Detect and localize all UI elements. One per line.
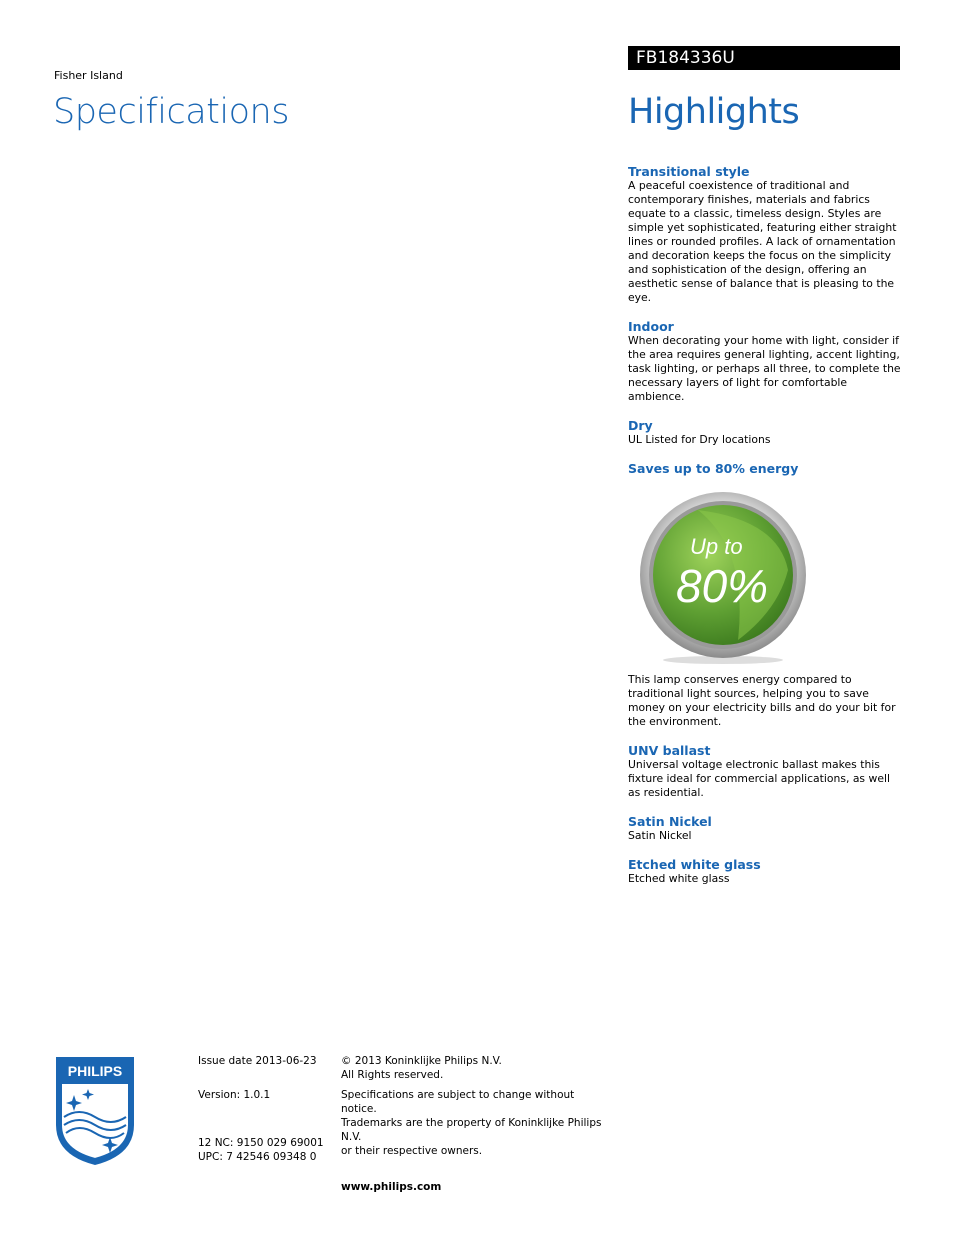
highlight-body: UL Listed for Dry locations xyxy=(628,433,771,446)
highlight-body: Universal voltage electronic ballast makes this fixture ideal for commercial applications, as well as residential. xyxy=(628,758,890,799)
copyright-line: © 2013 Koninklijke Philips N.V. xyxy=(341,1055,502,1067)
logo-text: PHILIPS xyxy=(67,1063,123,1079)
highlight-body: A peaceful coexistence of traditional and contemporary finishes, materials and fabrics equate to a classic, timeless design. Styles are simple yet sophisticated, featuring either straight lines or rounded profiles. A lack of ornamentation and decoration keeps the focus on the simplicity and sophistication of the design, offering an aesthetic sense of balance that is pleasing to the eye. xyxy=(628,179,897,304)
notice-line: or their respective owners. xyxy=(341,1145,483,1157)
highlight-indoor xyxy=(628,319,901,404)
highlight-heading: Indoor xyxy=(628,319,674,334)
footer-legal xyxy=(341,1054,611,1194)
highlight-heading: Saves up to 80% energy xyxy=(628,461,799,476)
philips-shield-logo-icon xyxy=(54,1055,136,1167)
badge-line1: Up to xyxy=(690,534,743,559)
highlight-body: When decorating your home with light, consider if the area requires general lighting, accent lighting, task lighting, or perhaps all three, to complete the necessary layers of light for comfortable ambience. xyxy=(628,334,901,403)
footer-issue-info xyxy=(198,1054,328,1164)
model-number-bar xyxy=(628,46,900,70)
highlight-etched-glass xyxy=(628,857,901,886)
badge-line2: 80% xyxy=(676,560,769,612)
highlight-heading: Satin Nickel xyxy=(628,814,712,829)
highlights-title: Highlights xyxy=(628,92,800,132)
highlights-list xyxy=(628,164,901,900)
notice-line: Specifications are subject to change without notice. xyxy=(341,1089,575,1115)
issue-date: Issue date 2013-06-23 xyxy=(198,1055,317,1067)
nc-number: 12 NC: 9150 029 69001 xyxy=(198,1137,324,1149)
highlight-unv-ballast xyxy=(628,743,901,800)
highlight-body: This lamp conserves energy compared to traditional light sources, helping you to save money on your electricity bills and do your bit for the environment. xyxy=(628,673,896,728)
upc-number: UPC: 7 42546 09348 0 xyxy=(198,1151,317,1163)
specifications-title: Specifications xyxy=(53,92,289,132)
copyright-line: All Rights reserved. xyxy=(341,1069,444,1081)
highlight-body: Etched white glass xyxy=(628,872,730,885)
notice-line: Trademarks are the property of Koninklijke Philips N.V. xyxy=(341,1117,602,1143)
highlight-heading: Etched white glass xyxy=(628,857,761,872)
highlight-body: Satin Nickel xyxy=(628,829,692,842)
highlight-heading: UNV ballast xyxy=(628,743,711,758)
version: Version: 1.0.1 xyxy=(198,1089,271,1101)
model-number: FB184336U xyxy=(636,48,735,68)
highlight-dry xyxy=(628,418,901,447)
highlight-heading: Transitional style xyxy=(628,164,750,179)
highlight-transitional-style xyxy=(628,164,901,305)
highlight-heading: Dry xyxy=(628,418,653,433)
highlight-satin-nickel xyxy=(628,814,901,843)
product-name: Fisher Island xyxy=(54,69,123,82)
website-link[interactable]: www.philips.com xyxy=(341,1181,442,1193)
energy-badge-icon xyxy=(638,490,808,665)
highlight-energy xyxy=(628,461,901,729)
